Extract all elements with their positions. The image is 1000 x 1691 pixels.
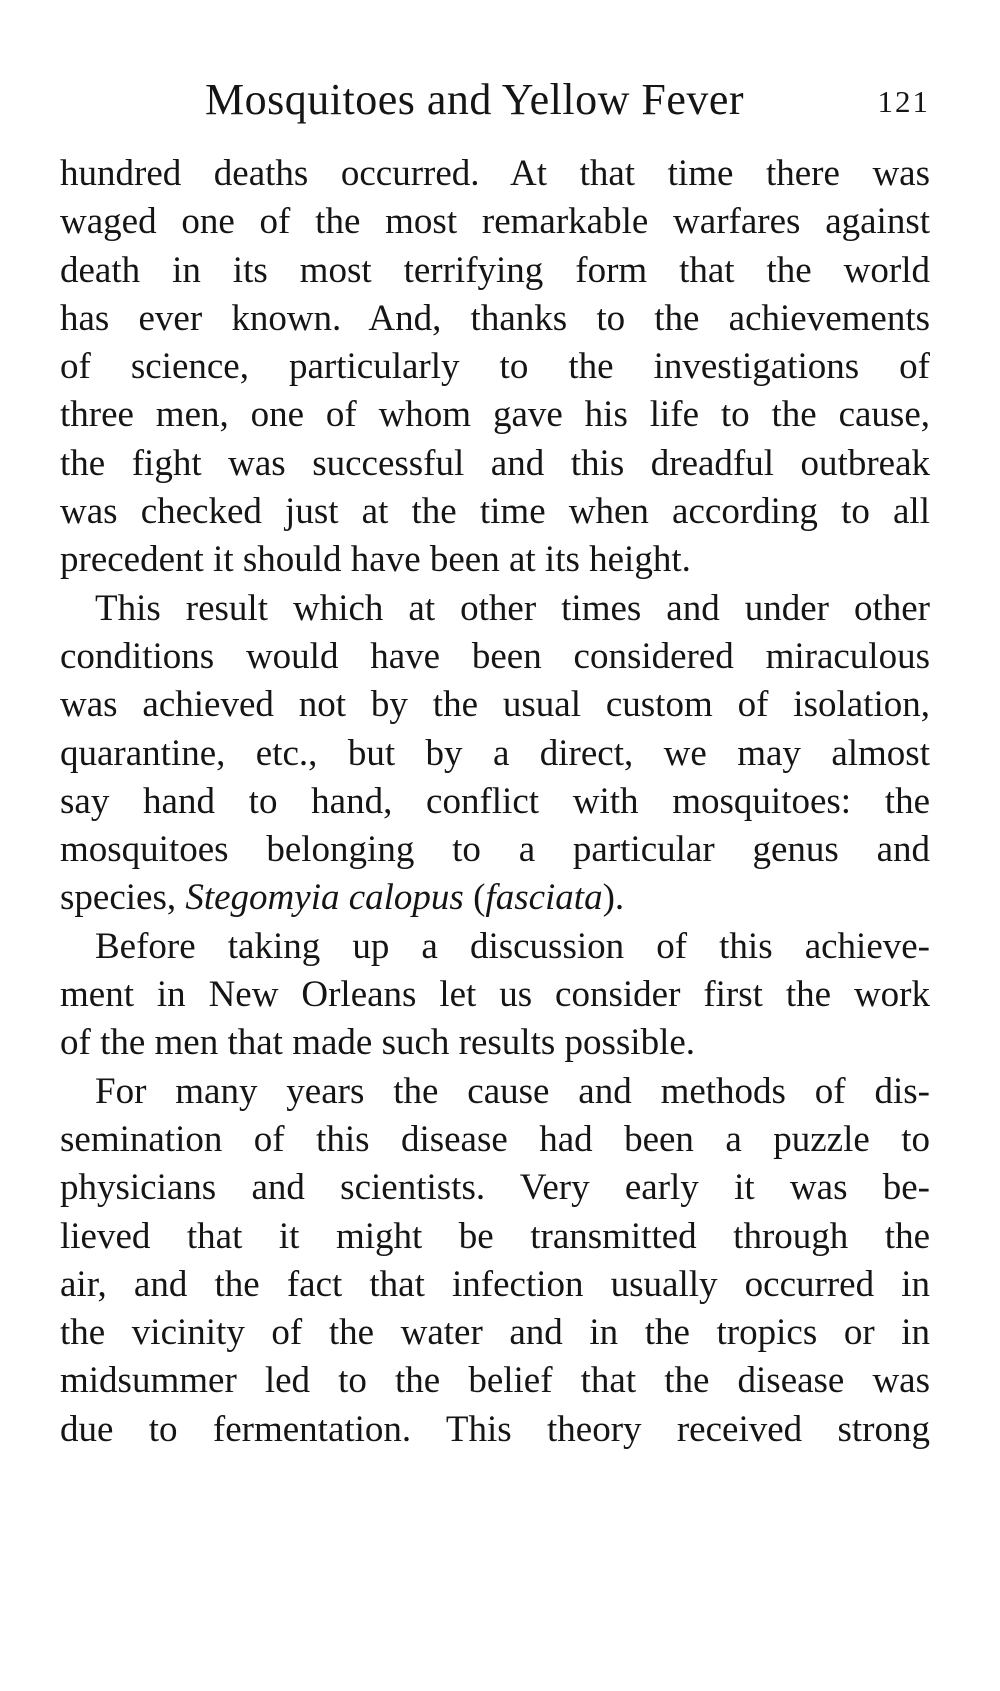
paragraph-3 <box>60 923 930 1068</box>
text-line: waged one of the most remarkable warfares against <box>60 201 930 243</box>
paragraph-4 <box>60 1068 930 1454</box>
text-line: quarantine, etc., but by a direct, we may almost <box>60 732 930 774</box>
text-line: of science, particularly to the investigations of <box>60 346 930 388</box>
text-line: For many years the cause and methods of dis- <box>95 1070 930 1112</box>
species-name: Stegomyia calopus <box>185 877 464 919</box>
text-line: ment in New Orleans let us consider first the work <box>60 974 930 1016</box>
text-line: precedent it should have been at its height. <box>60 539 691 581</box>
text-line: the fight was successful and this dreadful outbreak <box>60 442 930 484</box>
text-line: death in its most terrifying form that the world <box>60 249 930 291</box>
text-line: Before taking up a discussion of this achieve- <box>95 925 930 967</box>
text-line: say hand to hand, conflict with mosquitoes: the <box>60 780 930 822</box>
text-line: air, and the fact that infection usually occurred in <box>60 1263 930 1305</box>
text-line: has ever known. And, thanks to the achievements <box>60 297 930 339</box>
text-line: of the men that made such results possible. <box>60 1022 696 1064</box>
page-number: 121 <box>877 84 930 119</box>
paragraph-2 <box>60 585 930 923</box>
text-line: was achieved not by the usual custom of isolation, <box>60 684 930 726</box>
text-line <box>60 874 930 922</box>
species-synonym: fasciata <box>485 877 603 919</box>
paragraph-1 <box>60 150 930 585</box>
text-line: hundred deaths occurred. At that time there was <box>60 153 930 194</box>
running-head <box>60 74 930 134</box>
text-line: semination of this disease had been a puzzle to <box>60 1118 930 1160</box>
text-line: physicians and scientists. Very early it was be- <box>60 1167 930 1209</box>
text-line: the vicinity of the water and in the tropics or in <box>60 1312 930 1354</box>
text-span: species, <box>60 877 186 919</box>
text-line: mosquitoes belonging to a particular genus and <box>60 829 930 871</box>
text-line: This result which at other times and under other <box>95 587 930 629</box>
text-span: ). <box>602 877 625 919</box>
text-span: ( <box>463 877 486 919</box>
running-title: Mosquitoes and Yellow Fever <box>205 75 745 124</box>
text-line: was checked just at the time when according to all <box>60 491 930 533</box>
text-line: due to fermentation. This theory received strong <box>60 1408 930 1450</box>
text-line: conditions would have been considered miraculous <box>60 635 930 677</box>
text-line: three men, one of whom gave his life to the cause, <box>60 394 930 436</box>
body-text <box>60 150 930 1454</box>
text-line: lieved that it might be transmitted through the <box>60 1215 930 1257</box>
text-line: midsummer led to the belief that the disease was <box>60 1360 930 1402</box>
